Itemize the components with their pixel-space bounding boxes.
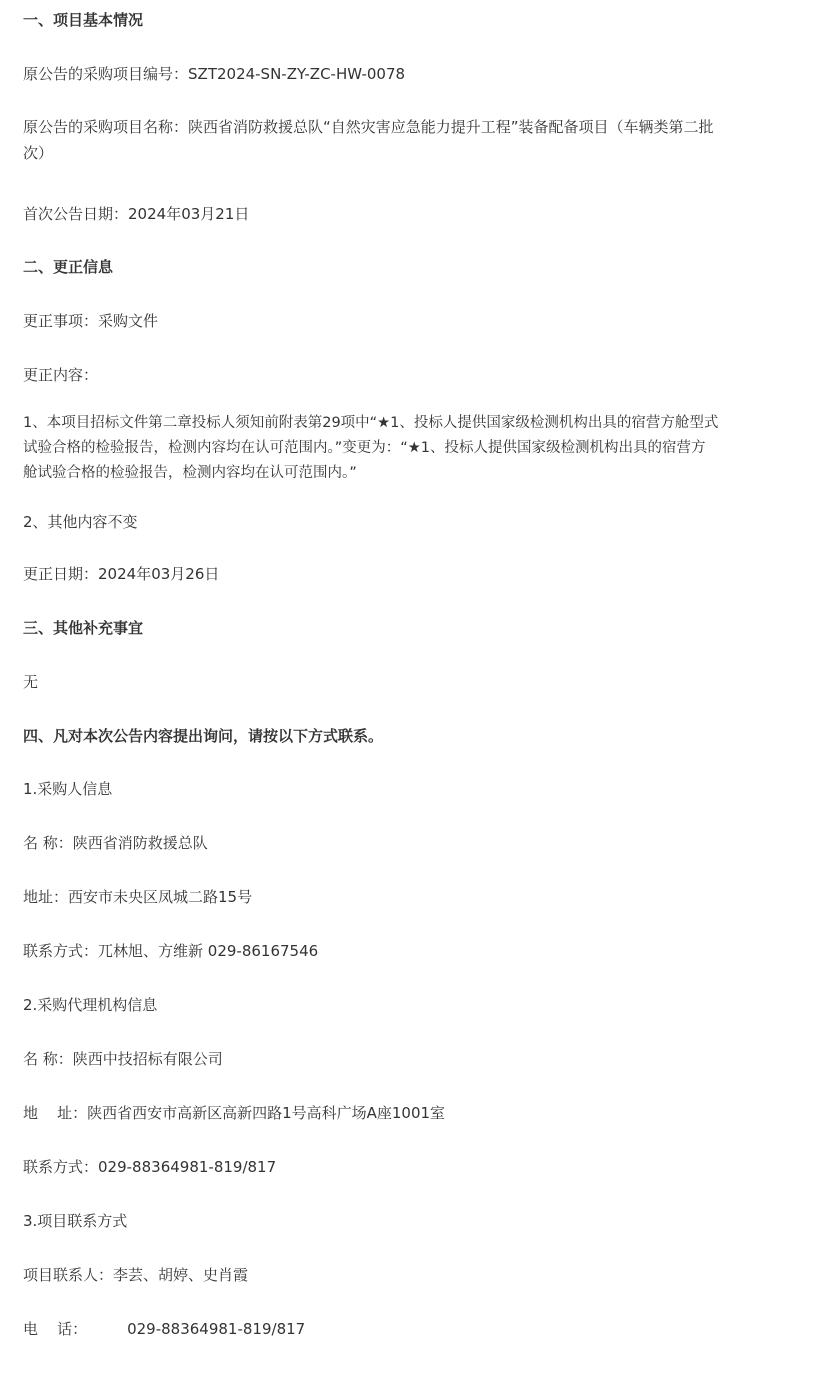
agency-address-value: 陕西省西安市高新区高新四路1号高科广场A座1001室: [87, 1104, 446, 1122]
project-contact-phone-label: 电 话：: [23, 1320, 88, 1338]
correction-item-row: [23, 311, 803, 331]
buyer-name-row: [23, 833, 803, 853]
correction-date-label: 更正日期：: [23, 565, 99, 583]
buyer-name-value: 陕西省消防救援总队: [72, 834, 208, 852]
project-name-row: [23, 114, 803, 166]
correction-content-label: 更正内容：: [23, 366, 99, 384]
buyer-address-label: 地址：: [23, 888, 69, 906]
correction-content-line3: 舱试验合格的检验报告，检测内容均在认可范围内。”: [23, 465, 357, 481]
project-name-value-line2: 次）: [23, 144, 54, 162]
project-contact-person-row: [23, 1265, 803, 1285]
correction-content-2: 2、其他内容不变: [23, 513, 138, 531]
buyer-contact-row: [23, 941, 803, 961]
buyer-address-value: 西安市未央区凤城二路15号: [68, 888, 253, 906]
agency-contact-label: 联系方式：: [23, 1158, 99, 1176]
project-name-value-line1: 陕西省消防救援总队“自然灾害应急能力提升工程”装备配备项目（车辆类第二批: [188, 118, 714, 136]
first-date-row: [23, 204, 803, 224]
correction-content-line1: 1、本项目招标文件第二章投标人须知前附表第29项中“★1、投标人提供国家级检测机构出具的宿营方舱型式: [23, 415, 719, 431]
project-name-line1: [23, 114, 803, 140]
correction-item-value: 采购文件: [98, 312, 159, 330]
agency-address-row: [23, 1103, 803, 1123]
project-contact-phone-value: 029-88364981-819/817: [127, 1320, 306, 1338]
agency-contact-value: 029-88364981-819/817: [98, 1158, 277, 1176]
buyer-contact-value: 兀林旭、方维新 029-86167546: [98, 942, 319, 960]
agency-name-value: 陕西中技招标有限公司: [72, 1050, 223, 1068]
correction-content-line2: 试验合格的检验报告，检测内容均在认可范围内。”变更为：“★1、投标人提供国家级检测机构出具的宿营方: [23, 440, 706, 456]
buyer-contact-label: 联系方式：: [23, 942, 99, 960]
buyer-address-row: [23, 887, 803, 907]
buyer-title: 1.采购人信息: [23, 780, 113, 798]
agency-title: 2.采购代理机构信息: [23, 996, 158, 1014]
section1-heading: 一、项目基本情况: [23, 11, 144, 29]
section3-heading: 三、其他补充事宜: [23, 619, 144, 637]
project-number-label: 原公告的采购项目编号：: [23, 65, 189, 83]
section3-value: 无: [23, 673, 39, 691]
agency-name-row: [23, 1049, 803, 1069]
project-number-value: SZT2024-SN-ZY-ZC-HW-0078: [188, 65, 406, 83]
correction-date-row: [23, 564, 803, 584]
correction-item-label: 更正事项：: [23, 312, 99, 330]
project-contact-title: 3.项目联系方式: [23, 1212, 128, 1230]
project-contact-person-value: 李芸、胡婷、史肖霞: [113, 1266, 249, 1284]
project-contact-person-label: 项目联系人：: [23, 1266, 114, 1284]
section2-heading: 二、更正信息: [23, 258, 114, 276]
project-number-row: [23, 64, 803, 84]
project-contact-phone-row: [23, 1319, 803, 1339]
first-date-label: 首次公告日期：: [23, 205, 129, 223]
correction-date-value: 2024年03月26日: [98, 565, 220, 583]
first-date-value: 2024年03月21日: [128, 205, 250, 223]
agency-name-label: 名 称：: [23, 1050, 73, 1068]
agency-address-label: 地 址：: [23, 1104, 88, 1122]
buyer-name-label: 名 称：: [23, 834, 73, 852]
correction-content-paragraph: [23, 411, 803, 486]
agency-contact-row: [23, 1157, 803, 1177]
section4-heading: 四、凡对本次公告内容提出询问，请按以下方式联系。: [23, 727, 384, 745]
project-name-label: 原公告的采购项目名称：: [23, 118, 189, 136]
